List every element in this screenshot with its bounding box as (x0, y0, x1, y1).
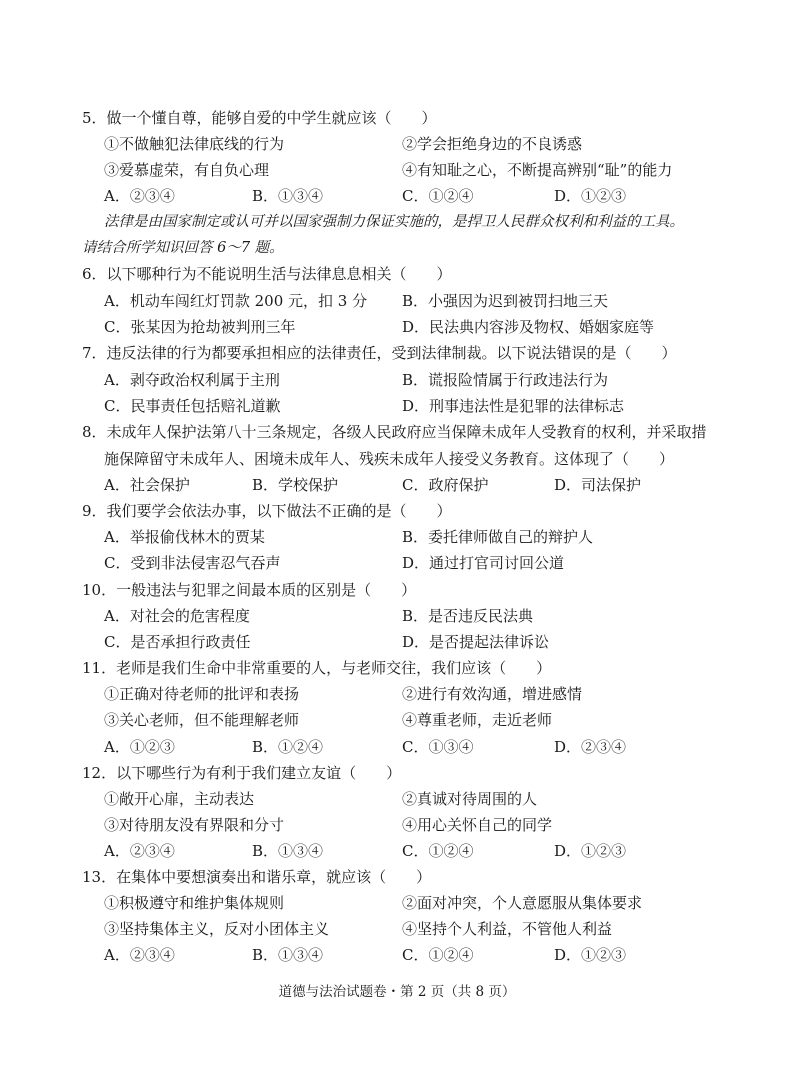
question-10-option-b: B．是否违反民法典 (402, 607, 534, 625)
question-11-option-c: C．①③④ (402, 738, 474, 756)
question-9-stem: 9．我们要学会依法办事，以下做法不正确的是（ ） (82, 502, 452, 520)
question-13-item-3: ③坚持集体主义，反对小团体主义 (104, 920, 330, 938)
question-13-item-2: ②面对冲突，个人意愿服从集体要求 (402, 894, 643, 912)
question-12-item-3: ③对待朋友没有界限和分寸 (104, 816, 285, 834)
intro-passage-line-1: 法律是由国家制定或认可并以国家强制力保证实施的，是捍卫人民群众权利和利益的工具。 (104, 214, 684, 230)
question-7-option-d: D．刑事违法性是犯罪的法律标志 (402, 397, 625, 415)
question-6-stem: 6．以下哪种行为不能说明生活与法律息息相关（ ） (82, 265, 452, 283)
question-5-option-b: B．①③④ (252, 187, 324, 205)
question-10-option-d: D．是否提起法律诉讼 (402, 633, 550, 651)
question-12-option-b: B．①③④ (252, 842, 324, 860)
question-5-item-3: ③爱慕虚荣，有自负心理 (104, 161, 270, 179)
question-13-stem: 13．在集体中要想演奏出和谐乐章，就应该（ ） (82, 868, 432, 886)
question-5-stem: 5．做一个懂自尊，能够自爱的中学生就应该（ ） (82, 109, 437, 127)
question-12-item-1: ①敞开心扉，主动表达 (104, 790, 255, 808)
question-8-stem-line-2: 施保障留守未成年人、困境未成年人、残疾未成年人接受义务教育。这体现了（ ） (104, 450, 675, 468)
question-5-option-c: C．①②④ (402, 187, 474, 205)
question-6-option-b: B．小强因为迟到被罚扫地三天 (402, 292, 609, 310)
question-8-option-a: A．社会保护 (104, 476, 190, 494)
question-11-item-3: ③关心老师，但不能理解老师 (104, 711, 300, 729)
question-9-option-b: B．委托律师做自己的辩护人 (402, 528, 594, 546)
question-11-option-b: B．①②④ (252, 738, 324, 756)
question-8-stem-line-1: 8．未成年人保护法第八十三条规定，各级人民政府应当保障未成年人受教育的权利，并采取措 (82, 423, 707, 441)
question-5-item-4: ④有知耻之心，不断提高辨别“耻”的能力 (402, 161, 673, 179)
question-5-item-2: ②学会拒绝身边的不良诱惑 (402, 135, 583, 153)
question-13-option-b: B．①③④ (252, 946, 324, 964)
question-8-option-c: C．政府保护 (402, 476, 489, 494)
question-13-item-4: ④坚持个人利益，不管他人利益 (402, 920, 613, 938)
question-5-option-d: D．①②③ (554, 187, 627, 205)
question-8-option-d: D．司法保护 (554, 476, 642, 494)
question-5-item-1: ①不做触犯法律底线的行为 (104, 135, 285, 153)
question-9-option-a: A．举报偷伐林木的贾某 (104, 528, 265, 546)
question-11-option-d: D．②③④ (554, 738, 627, 756)
question-12-item-4: ④用心关怀自己的同学 (402, 816, 553, 834)
question-7-option-b: B．谎报险情属于行政违法行为 (402, 371, 609, 389)
question-11-stem: 11．老师是我们生命中非常重要的人，与老师交往，我们应该（ ） (82, 659, 552, 677)
question-11-item-2: ②进行有效沟通，增进感情 (402, 685, 583, 703)
question-6-option-d: D．民法典内容涉及物权、婚姻家庭等 (402, 318, 655, 336)
question-7-option-c: C．民事责任包括赔礼道歉 (104, 397, 281, 415)
question-13-option-c: C．①②④ (402, 946, 474, 964)
question-7-option-a: A．剥夺政治权利属于主刑 (104, 371, 280, 389)
question-11-item-1: ①正确对待老师的批评和表扬 (104, 685, 300, 703)
question-10-stem: 10．一般违法与犯罪之间最本质的区别是（ ） (82, 581, 417, 599)
question-12-stem: 12．以下哪些行为有利于我们建立友谊（ ） (82, 764, 402, 782)
question-12-item-2: ②真诚对待周围的人 (402, 790, 538, 808)
question-8-option-b: B．学校保护 (252, 476, 339, 494)
question-6-option-a: A．机动车闯红灯罚款 200 元，扣 3 分 (104, 292, 368, 310)
question-7-stem: 7．违反法律的行为都要承担相应的法律责任，受到法律制裁。以下说法错误的是（ ） (82, 344, 677, 362)
question-11-option-a: A．①②③ (104, 738, 175, 756)
question-13-option-a: A．②③④ (104, 946, 175, 964)
question-9-option-d: D．通过打官司讨回公道 (402, 554, 565, 572)
question-12-option-c: C．①②④ (402, 842, 474, 860)
question-9-option-c: C．受到非法侵害忍气吞声 (104, 554, 281, 572)
question-6-option-c: C．张某因为抢劫被判刑三年 (104, 318, 296, 336)
question-13-option-d: D．①②③ (554, 946, 627, 964)
question-10-option-c: C．是否承担行政责任 (104, 633, 251, 651)
intro-passage-line-2: 请结合所学知识回答 6～7 题。 (82, 240, 284, 256)
question-13-item-1: ①积极遵守和维护集体规则 (104, 894, 285, 912)
question-11-item-4: ④尊重老师，走近老师 (402, 711, 553, 729)
page-footer: 道德与法治试题卷・第 2 页（共 8 页） (278, 984, 516, 1000)
question-12-option-a: A．②③④ (104, 842, 175, 860)
question-10-option-a: A．对社会的危害程度 (104, 607, 250, 625)
question-5-option-a: A．②③④ (104, 187, 175, 205)
question-12-option-d: D．①②③ (554, 842, 627, 860)
